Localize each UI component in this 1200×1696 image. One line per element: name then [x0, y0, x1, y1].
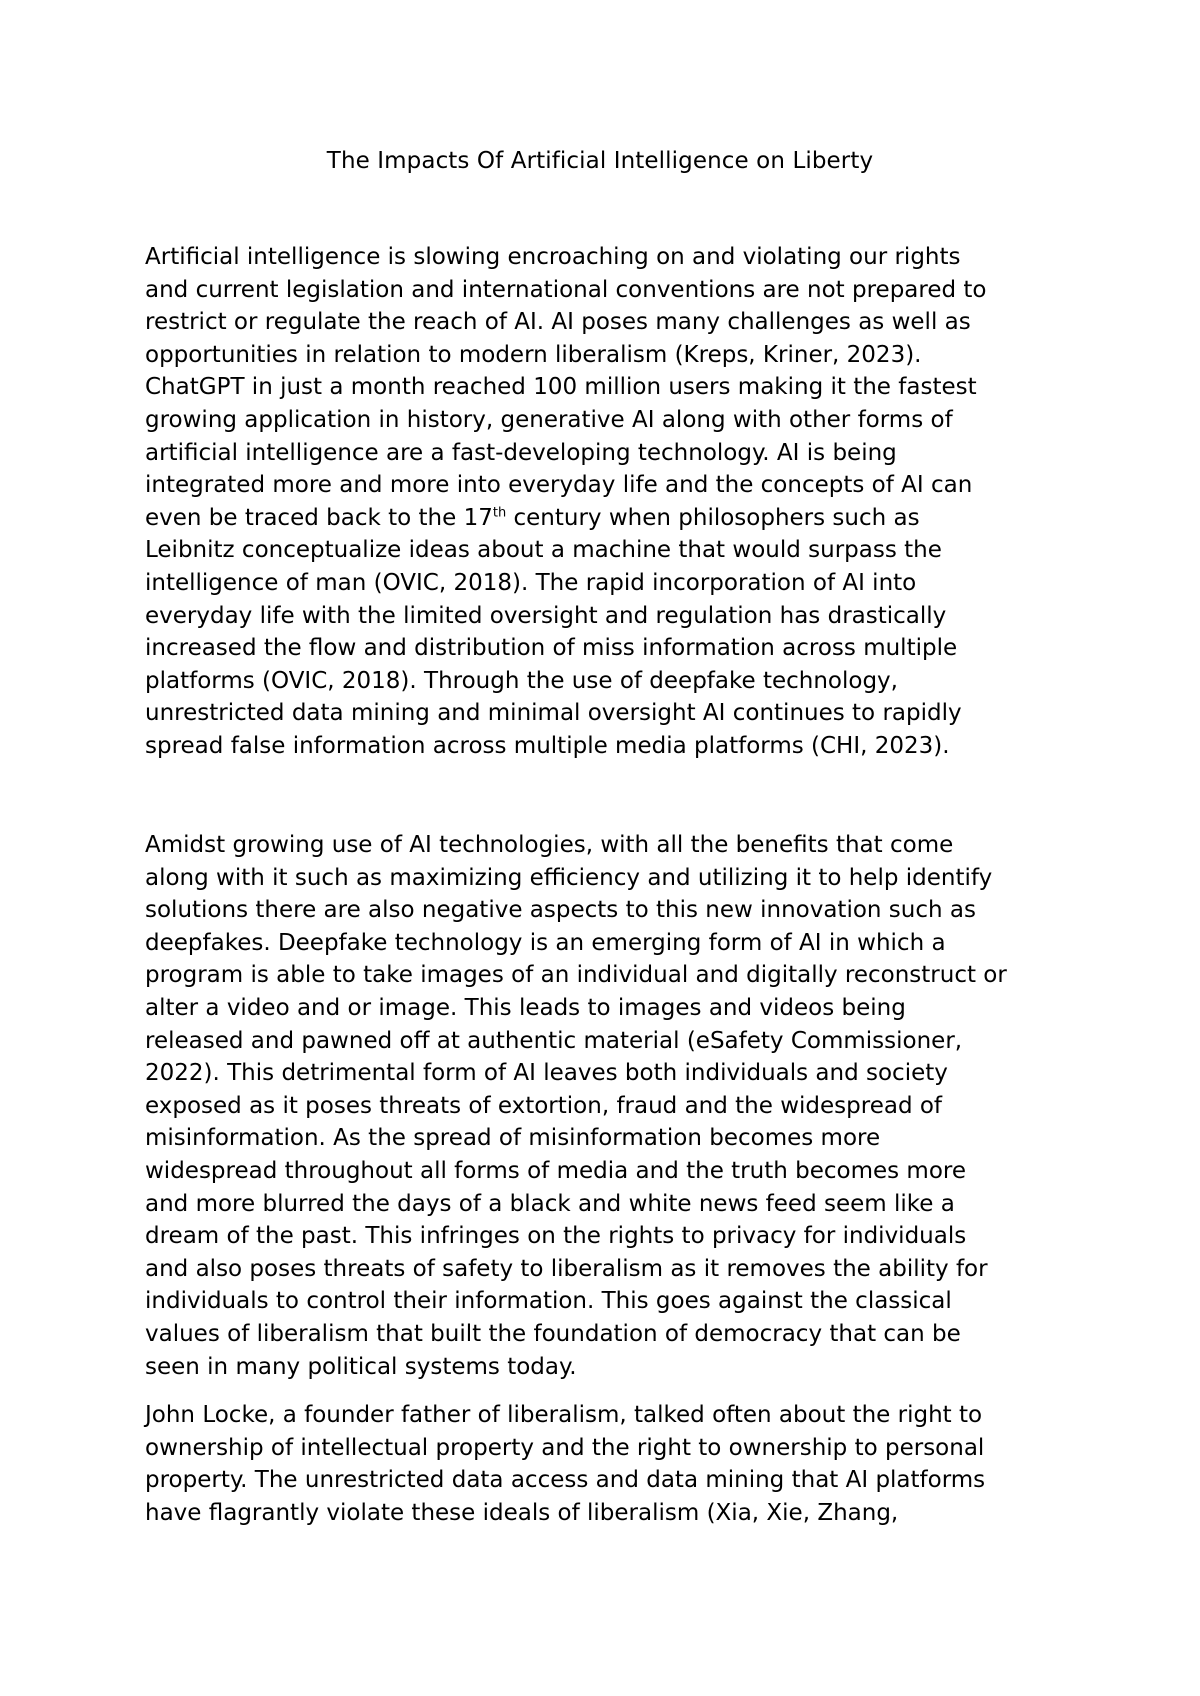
paragraph-3	[145, 1399, 1075, 1529]
text-line: Leibnitz conceptualize ideas about a machine that would surpass the	[145, 537, 942, 564]
text-line: dream of the past. This infringes on the rights to privacy for individuals	[145, 1223, 967, 1250]
text-line: misinformation. As the spread of misinformation becomes more	[145, 1125, 881, 1152]
text-line: deepfakes. Deepfake technology is an emerging form of AI in which a	[145, 929, 946, 956]
text-line: exposed as it poses threats of extortion, fraud and the widespread of	[145, 1092, 943, 1119]
text-line: spread false information across multiple media platforms (CHI, 2023).	[145, 732, 950, 759]
text-line: artificial intelligence are a fast-developing technology. AI is being	[145, 439, 897, 466]
text-line: values of liberalism that built the foundation of democracy that can be	[145, 1320, 961, 1347]
text-line: restrict or regulate the reach of AI. AI poses many challenges as well as	[145, 309, 971, 336]
text-line: and current legislation and international conventions are not prepared to	[145, 276, 987, 303]
paragraph-2	[145, 829, 1075, 1383]
paragraph-1	[145, 241, 1075, 763]
text-line: Artificial intelligence is slowing encroaching on and violating our rights	[145, 244, 961, 270]
text-fragment: century when philosophers such as	[506, 504, 920, 531]
text-line: solutions there are also negative aspects to this new innovation such as	[145, 897, 976, 924]
ordinal-superscript: th	[492, 505, 507, 521]
text-line: John Locke, a founder father of liberalism, talked often about the right to	[145, 1402, 983, 1428]
text-line: Amidst growing use of AI technologies, with all the benefits that come	[145, 832, 954, 858]
text-line: seen in many political systems today.	[145, 1353, 577, 1380]
text-line: ownership of intellectual property and the right to ownership to personal	[145, 1434, 985, 1461]
text-line: released and pawned off at authentic material (eSafety Commissioner,	[145, 1027, 963, 1054]
text-line: program is able to take images of an individual and digitally reconstruct or	[145, 962, 1007, 989]
text-line-with-superscript	[145, 502, 1075, 535]
text-line: individuals to control their information. This goes against the classical	[145, 1288, 952, 1315]
text-line: platforms (OVIC, 2018). Through the use of deepfake technology,	[145, 667, 898, 694]
text-line: widespread throughout all forms of media and the truth becomes more	[145, 1157, 967, 1184]
text-line: and also poses threats of safety to liberalism as it removes the ability for	[145, 1255, 988, 1282]
text-line: 2022). This detrimental form of AI leaves both individuals and society	[145, 1060, 948, 1087]
text-line: growing application in history, generative AI along with other forms of	[145, 406, 953, 433]
text-line: along with it such as maximizing efficiency and utilizing it to help identify	[145, 864, 993, 891]
text-line: ChatGPT in just a month reached 100 million users making it the fastest	[145, 374, 977, 401]
text-fragment: even be traced back to the 17	[145, 504, 493, 531]
text-line: increased the flow and distribution of miss information across multiple	[145, 635, 958, 662]
text-line: property. The unrestricted data access and data mining that AI platforms	[145, 1467, 986, 1494]
text-line: have flagrantly violate these ideals of liberalism (Xia, Xie, Zhang,	[145, 1499, 899, 1526]
text-line: and more blurred the days of a black and white news feed seem like a	[145, 1190, 955, 1217]
text-line: intelligence of man (OVIC, 2018). The rapid incorporation of AI into	[145, 569, 917, 596]
text-line: integrated more and more into everyday life and the concepts of AI can	[145, 472, 973, 499]
document-title: The Impacts Of Artificial Intelligence on Liberty	[326, 148, 874, 174]
text-line: everyday life with the limited oversight and regulation has drastically	[145, 602, 947, 629]
text-line: alter a video and or image. This leads to images and videos being	[145, 994, 906, 1021]
text-line: unrestricted data mining and minimal oversight AI continues to rapidly	[145, 700, 962, 727]
text-line: opportunities in relation to modern liberalism (Kreps, Kriner, 2023).	[145, 341, 922, 368]
